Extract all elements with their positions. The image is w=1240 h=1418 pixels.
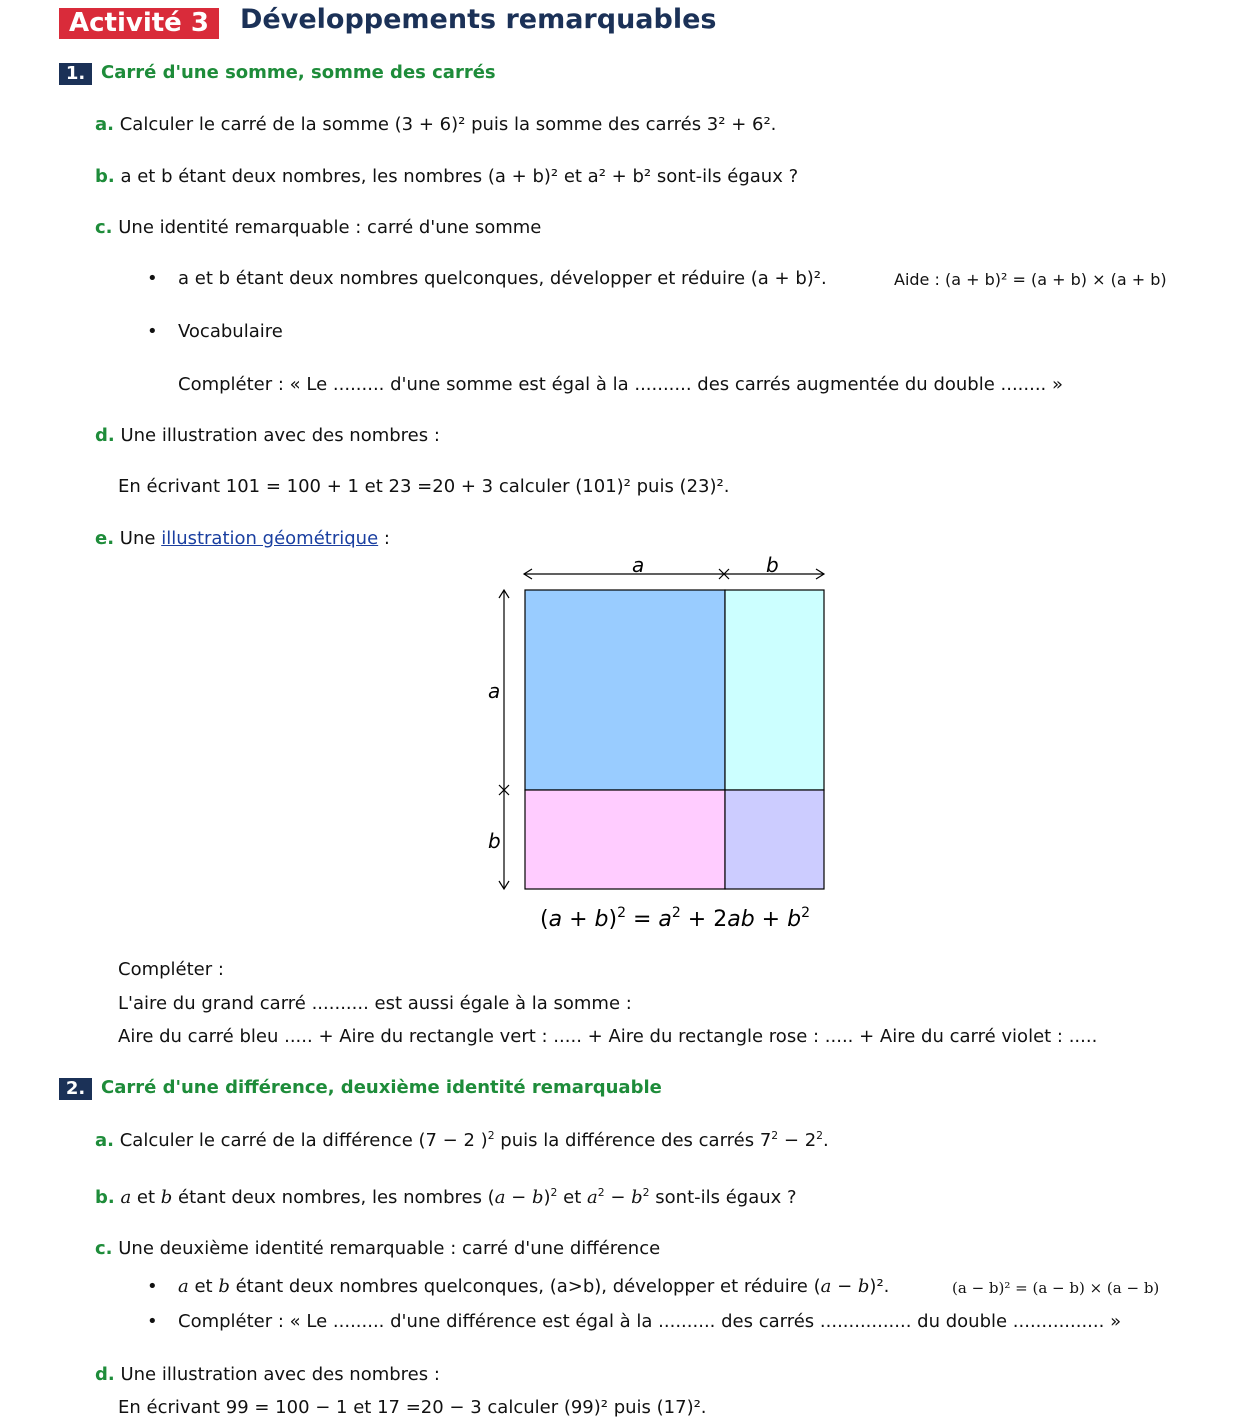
label-top-a: a — [632, 553, 645, 577]
bullet-icon: • — [147, 268, 158, 289]
top-dimension-arrow — [524, 569, 824, 579]
question-label: c. — [95, 1238, 113, 1259]
question-text: Une illustration avec des nombres : — [120, 425, 440, 446]
question-1a — [95, 114, 776, 135]
aide-hint-difference: (a − b)² = (a − b) × (a − b) — [952, 1279, 1160, 1297]
question-label: e. — [95, 528, 115, 549]
bullet-develop-sum: a et b étant deux nombres quelconques, développer et réduire (a + b)². — [178, 268, 827, 289]
question-label: a. — [95, 114, 114, 135]
blue-square — [525, 590, 725, 790]
green-rectangle — [725, 590, 824, 790]
bullet-icon: • — [147, 321, 158, 342]
question-text: Une — [119, 528, 156, 549]
section-2-title: Carré d'une différence, deuxième identité remarquable — [101, 1077, 662, 1098]
bullet-icon: • — [147, 1276, 158, 1297]
question-text: Une identité remarquable : carré d'une somme — [118, 217, 542, 238]
question-label: b. — [95, 1187, 115, 1208]
question-text: Une deuxième identité remarquable : carré d'une différence — [118, 1238, 661, 1259]
bullet-develop-difference: a et b étant deux nombres quelconques, (a>b), développer et réduire (a − b)². — [178, 1276, 890, 1297]
question-2a — [95, 1129, 829, 1151]
violet-square — [725, 790, 824, 889]
question-text: Calculer le carré de la somme (3 + 6)² puis la somme des carrés 3² + 6². — [119, 114, 777, 135]
pink-rectangle — [525, 790, 725, 889]
question-label: a. — [95, 1130, 114, 1151]
bullet-icon: • — [147, 1311, 158, 1332]
question-2d — [95, 1364, 440, 1385]
page-title: Développements remarquables — [240, 4, 717, 35]
geometric-illustration-link[interactable]: illustration géométrique — [161, 528, 379, 549]
question-text: a et b étant deux nombres, les nombres $(a - b)^2$ et $a^2 - b^2$ sont-ils égaux ? — [120, 1186, 797, 1208]
activity-badge: Activité 3 — [59, 8, 219, 39]
question-1b — [95, 166, 798, 187]
question-2c — [95, 1238, 660, 1259]
question-1c — [95, 217, 541, 238]
completer-sentence: Compléter : « Le ......... d'une somme est égal à la .......... des carrés augmentée du double ........ » — [178, 374, 1064, 395]
question-label: d. — [95, 425, 115, 446]
completer-area-line: L'aire du grand carré .......... est aussi égale à la somme : — [118, 993, 632, 1014]
identity-formula: $(a + b)^2 = a^2 + 2ab + b^2$ — [540, 905, 810, 932]
section-2-number: 2. — [59, 1078, 92, 1100]
completer-label: Compléter : — [118, 959, 224, 980]
numbers-instruction: En écrivant 101 = 100 + 1 et 23 =20 + 3 calculer (101)² puis (23)². — [118, 476, 730, 497]
question-label: c. — [95, 217, 113, 238]
aide-hint: Aide : (a + b)² = (a + b) × (a + b) — [894, 270, 1167, 289]
section-1-title: Carré d'une somme, somme des carrés — [101, 62, 496, 83]
bullet-vocabulaire: Vocabulaire — [178, 321, 283, 342]
question-label: d. — [95, 1364, 115, 1385]
question-2b — [95, 1186, 797, 1208]
label-left-b: b — [488, 829, 501, 853]
completer-sum-line: Aire du carré bleu ..... + Aire du rectangle vert : ..... + Aire du rectangle rose : ..... + Aire du carré violet : ..... — [118, 1026, 1098, 1047]
section-1-number: 1. — [59, 63, 92, 85]
question-text-end: : — [378, 528, 390, 549]
label-left-a: a — [488, 679, 501, 703]
numbers-instruction-difference: En écrivant 99 = 100 − 1 et 17 =20 − 3 calculer (99)² puis (17)². — [118, 1397, 707, 1418]
question-label: b. — [95, 166, 115, 187]
question-text: Calculer le carré de la différence (7 − 2 )$^2$ puis la différence des carrés $7^2 - 2^2$. — [119, 1129, 829, 1151]
label-top-b: b — [766, 553, 779, 577]
question-1e — [95, 528, 390, 549]
square-sum-figure — [480, 550, 860, 940]
question-text: Une illustration avec des nombres : — [120, 1364, 440, 1385]
completer-sentence-difference: Compléter : « Le ......... d'une différence est égal à la .......... des carrés ................ du double ................ » — [178, 1311, 1122, 1332]
question-1d — [95, 425, 440, 446]
question-text: a et b étant deux nombres, les nombres (a + b)² et a² + b² sont-ils égaux ? — [120, 166, 799, 187]
